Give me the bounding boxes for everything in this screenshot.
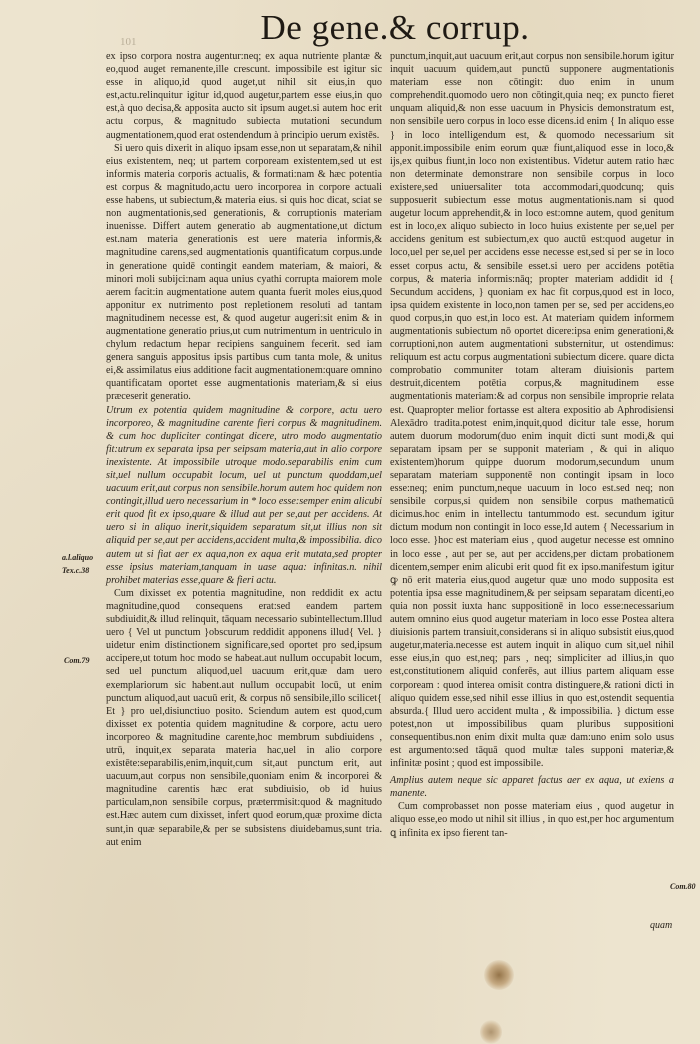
page-title: De gene.& corrup.	[260, 8, 530, 47]
left-paragraph-2: Si uero quis dixerit in aliquo ipsam esse,non ut separatam,& nihil eius existentem, neq; ut partem corpoream existentem,sed ut est informis materia corporis actualis, & formati:nam & hæc potentia est corpus & magnitudo,actu uero incorporea in corpore actuali esse habens, ut subiectum,& materia eius. si quis hoc dicat, sciat se non augmentationis,sed generationis, & corruptionis materiam inuenisse. Differt autem generatio ab augmentatione,ut dictum est.nam materia generationis est uere materia informis,& magnitudine carens,sed augmentationis quantificatum corpus.unde in generatione quidē contingit eandem materiam, & maiori, & minori moli subijci:nam aqua unius cyathi corrupta maiorem mole aerem facit:in augmentatione autem quanta fuerit moles eius,quod apponitur ex nutrimento post repletionem resoluti ad tantam magnitudinem necesse est, & quod augetur augeri:sit enim & in augmentatione generatio prius,ut cum nutrimentum in uentriculo in chylum redactum hepar recipiens sanguinem fecerit. sed iam genera sanguis appositus ipsis partibus cum tanta mole, & unitus ei,& assimilatus eius additione facit augmentationem:quare omnino quantificatam oportet esse augmentationis materiam,& si eius præceserit generatio.	[106, 142, 382, 403]
ink-stain	[484, 960, 514, 990]
margin-note-textus: Tex.c.38	[62, 566, 90, 575]
catchword: quam	[650, 920, 673, 931]
right-paragraph-1: punctum,inquit,aut uacuum erit,aut corpus non sensibile.horum igitur inquit uacuum quidem,aut punctū supponere augmentationis materiam esse non cōtingit: duo enim in unum comprehendit.quomodo uero non cōtingit,quia neq; ex puncto fieret unquam aliquid,& non esse uacuum in Physicis demonstratum est, non sensibile uero corpus in loco esse dicens.id enim { In aliquo esse } in loco intelligendum est, & quomodo necessarium sit apponit.impossibile enim eorum quæ fiunt,aliquod esse in loco,& ijs,ex quibus fiunt,in loco non existentibus. Videtur autem ratio hæc non determinate demonstrare non sensibile corpus in loco existere,sed uniuersaliter tota accommodari,quodcunq; quis supposuerit subiectum esse motus augmentationis.nam si quod augetur locum apprehendit,& in loco est:omne autem, quod genitum est in loco,ex aliquo subiecto in loco huius existente per se,uel per accidens genitum est subiectum,ex quo auctū est:quod augetur in loco,uel per se,uel per accidens esse necesse est,sed si per se in loco esset corpus actu, & sensibile esset.si uero per accidens potētia corpus, & materia informis:nāq; propter materiam addidit id { Secundum accidens, } quoniam ex hac fit corpus,quod est in loco, ipsa quidem existente in loco,non tamen per se, sed per accidens,eo quod corpus,in quo est,in loco est. At materiam quidem informem augmentationis subiectum nō oportet dicere:ipsa enim generationi,& corruptioni,non autem augmentationi substernitur, ut ostendimus: reliquum est actu corpus augmentationi subiectum dicere. quare dicta comprobatio communiter totam alteram diuisionis partem destruit,dicentem potētia corpus,& magnitudinem esse augmentationis materiam:& ad corpus non sensibile improprie relata est. Quapropter melior fortasse est altera expositio ab Aphrodisiensi Alexādro tradita.potest enim,inquit,quod dicitur tale esse, horum autem duorum modorum(duo enim inquit dicti sunt modi,& qui separatam ipsam per se supponit materiam , & qui in aliquo existentem)horum quippe duorum modorum,secundum unum separatam materiam supponentē non contingit ipsam in loco esse:neq; enim punctum,neque uacuum in loco est.sed neq; non sensibile corpus,si quidem non sensibile corpus mathematicū dicimus.hoc enim in intellectu tantummodo est. secundum igitur dictum modum non contingit in loco esse,Id autem { Necessarium in loco esse. }hoc est materiam eius , quod augetur necesse est omnino in loco esse , aut per se, aut per accidens,per dictam probationem dicentem,semper enim alicubi erit quod fit ex ipso.manifestum igitur ꝙ nō erit materia eius,quod augetur quæ uno modo supposita est potentia ipsa esse magnitudinem,& per seipsam separatam dicenti,eo quia non possit iuxta hanc suppositionē in loco esse:necessarium autem omnino eius quod augetur materiam in loco esse Postea altera diuisionis partem transiuit,considerans si in aliquo subsistit eius,quod augetur,materia.necesse est autem inquit in aliquo cum sit,uel nihil esse eius,in quo est,neq; pars , neq; simpliciter ad illius,in quo est,constitutionem aliquid conferēs, aut illius partem aliquam esse corpoream : quod interea omisit contra distinguere,& rationi dicti in aliquo quidem esse,sed nihil esse illius in quo est,ostendit sequentia absurda.{ Illud uero accident multa , & impossibilia. } dictum esse potest,non ut impossibilibus quam pluribus suppositioni consequentibus.non enim dixit multa quæ dam:uno enim solo usus est argumento:sed tāquā quod multæ tales supponi materiæ,& infinitæ posint ; quod est impossibile.	[390, 51, 674, 770]
margin-note-aliquo: a.l.aliquo	[62, 553, 94, 562]
ink-stain-bottom	[480, 1020, 502, 1044]
left-column	[106, 50, 382, 849]
right-paragraph-3: Cum comprobasset non posse materiam eius , quod augetur in aliquo esse,eo modo ut nihil sit illius , in quo est,per hoc argumentum ꝗ infinita ex ipso fierent tan-	[390, 801, 674, 839]
margin-note-comment-79: Com.79	[64, 656, 90, 665]
left-paragraph-1: ex ipso corpora nostra augentur:neq; ex aqua nutriente plantæ & eo,quod auget remanente,ille crescunt. impossibile est igitur sic esse in aliquo,id quod auget,ut nihil sit eius,in quo est,actu.relinquitur igitur id,quod augetur,partem esse eius,in quo est,à quo decisa,& apposita aucto sit ipsum auget.si autem hoc erit actu corpus, & magnitudo subiecta mutationi secundum augmentationem,quod erat ostendendum à principio uerum existēs.	[106, 51, 382, 141]
right-paragraph-2-text: Amplius autem neque sic apparet factus aer ex aqua, ut exiens a manente.	[390, 775, 674, 800]
margin-note-comment-80: Com.80	[670, 882, 696, 891]
folio-mark: 101	[120, 36, 137, 48]
left-paragraph-4: Cum dixisset ex potentia magnitudine, non reddidit ex actu magnitudine,quod consequens erat:sed eandem partem subdiuidit,& illud relinquit, tāquam necessario subintellectum.Illud uero { Vel ut punctum }obscurum reddidit apponens illud{ Vel. } uidetur enim distinctionem significare,sed oportet pro sed,ipsum accipere,ut totum hoc modo se habeat.aut nullum occupabit locum, sed uel punctum aliquod,uel uacuum erit,quæ dam uero exemplariorum sic habent.aut nullum occupabit locū, ut enim punctum aliquod,aut uacuū erit, & corpus nō sensibile,illo scilicet{ Et } pro uel,disiunctiuo posito. Sciendum autem est quod,cum dixisset ex potentia quidem magnitudine & corpore, actu uero incorporeo & magnitudine carente,hoc membrum subdiuidens , utrū, inquit,ex separata materia hac,uel in alio corpore existēte:separabilis,enim,inquit,cum sit,aut punctum erit, aut uacuum,aut corpus non sensibile,quoniam enim & incorporei & magnitudine carentis hæc erat subdiuisio, ob id huius particulam,non sensibile corpus, præterrmisit:quod & magnitudo est.Hæc autem cum dixisset, infert quod eorum,quæ proxime dicta sunt,in quæ separabile,& per se subsistens diuidebamus,sunt tria. aut enim	[106, 587, 382, 848]
right-column	[390, 50, 674, 840]
left-paragraph-3-text: Utrum ex potentia quidem magnitudine & corpore, actu uero incorporeo, & magnitudine carente fieri corpus & magnitudinem. & cum hoc dupliciter contingat dicere, utro modo augmentatio fit:utrum ex separata ipsa per seipsam materia,aut in alio corpore inexistente. At impossibile utroque modo.separabilis enim cum sit,uel nullum occupabit locum, uel ut punctum quoddam,uel uacuum erit,aut corpus non sensibile.horum autem hoc quidem non contingit,illud uero necessarium in * loco esse:semper enim alicubi erit quod fit ex ipso,quare & illud aut per se,aut per accidens. At uero si in aliquo inerit,siquidem separatum sit,ut illius non sit aliquid per se,aut per accidens,accident multa,& impossibilia. dico autem ut si fiat aer ex aqua,non ex aqua erit mutata,sed propter esse ipsius materiam,tanquam in uase aqua: infinitas.n. nihil prohibet materias esse,quare & fieri actu.	[106, 404, 382, 586]
